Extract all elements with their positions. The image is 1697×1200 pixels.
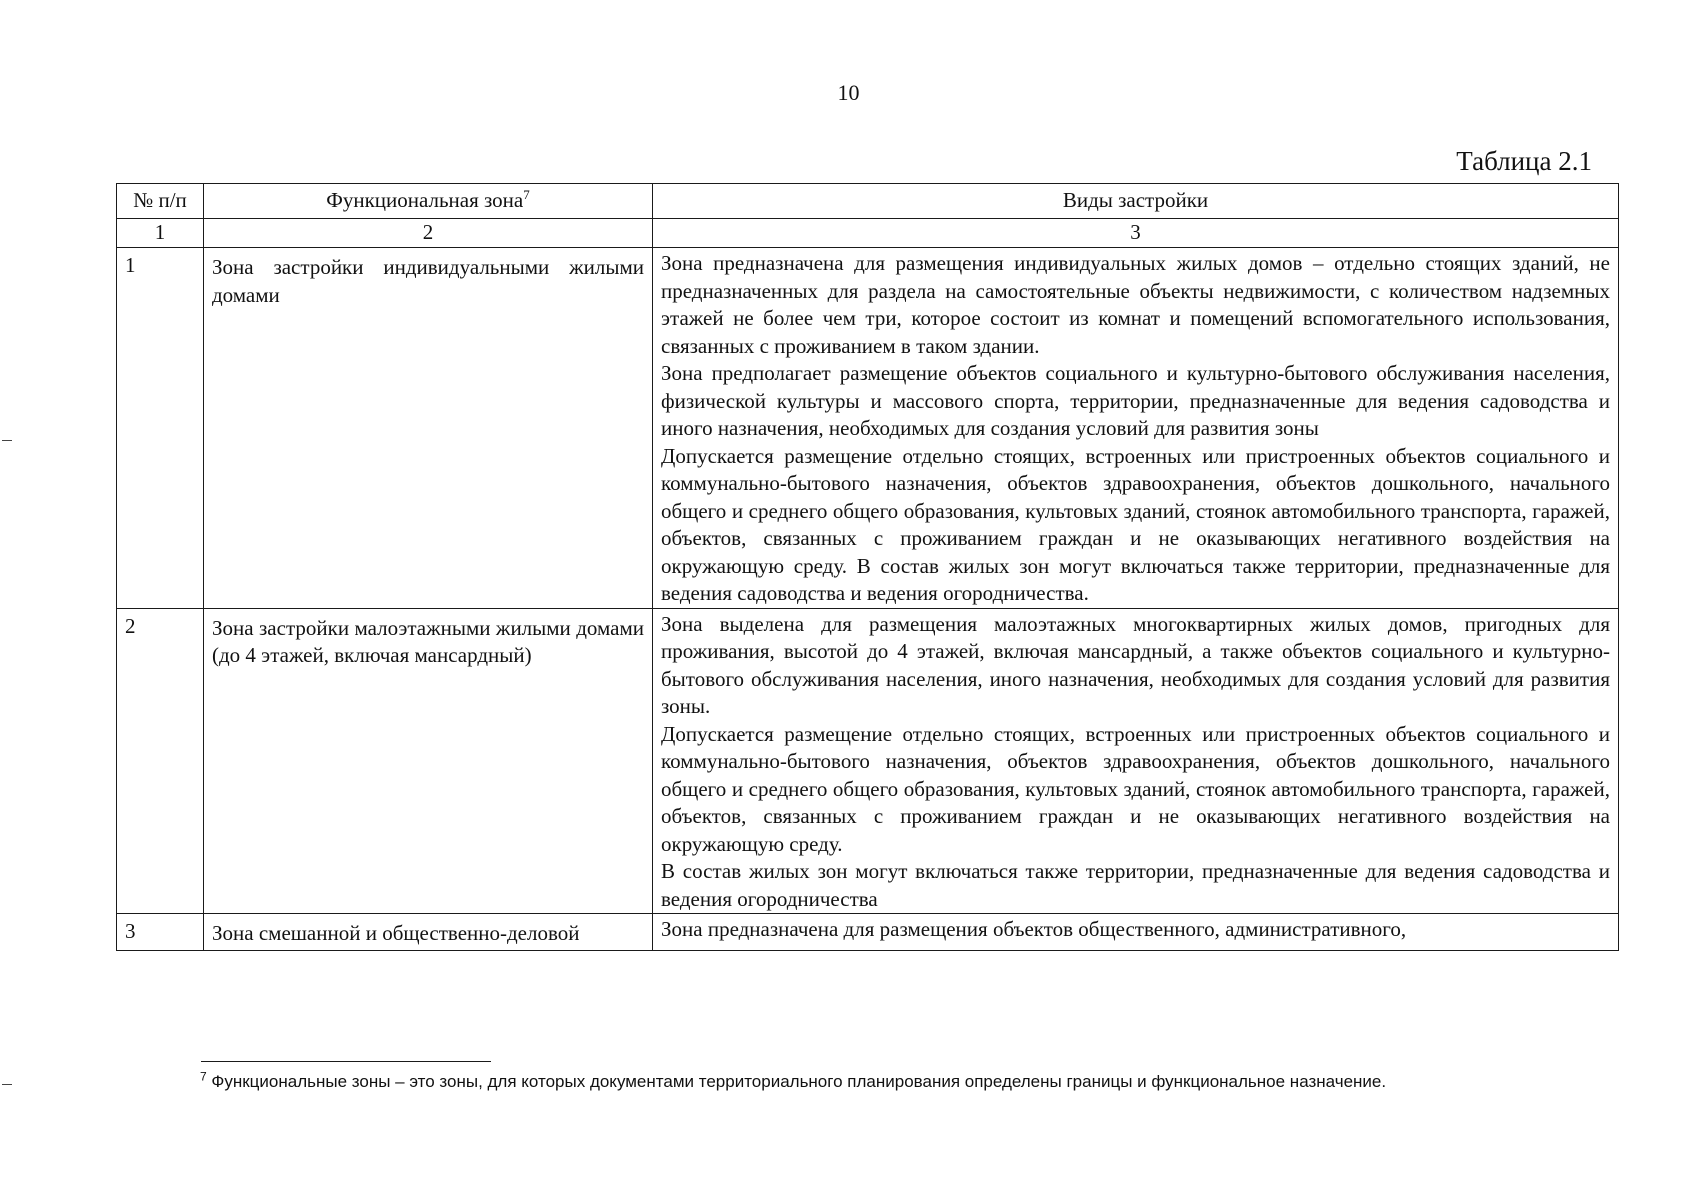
zone-description [653, 608, 1619, 914]
description-paragraph: Зона предполагает размещение объектов социального и культурно-бытового обслуживания населения, физической культуры и массового спорта, территории, предназначенные для ведения садоводства и иного назначения, необходимых для создания условий для развития зоны [661, 361, 1610, 440]
footnote-separator [201, 1061, 491, 1062]
page-number: 10 [837, 80, 860, 105]
footnote-ref: 7 [523, 187, 530, 203]
header-types: Виды застройки [653, 184, 1619, 219]
row-number: 2 [117, 608, 204, 914]
column-number: 1 [117, 219, 204, 248]
margin-mark [2, 1084, 12, 1085]
header-zone-label: Функциональная зона [326, 188, 524, 213]
zone-description [653, 914, 1619, 951]
row-number: 1 [117, 248, 204, 609]
zone-name: Зона застройки малоэтажными жилыми домами (до 4 этажей, включая мансардный) [204, 608, 653, 914]
footnote [200, 1069, 1387, 1092]
table-caption: Таблица 2.1 [1456, 146, 1592, 176]
zone-name: Зона застройки индивидуальными жилыми домами [204, 248, 653, 609]
description-paragraph: Зона выделена для размещения малоэтажных многоквартирных жилых домов, пригодных для проживания, высотой до 4 этажей, включая мансардный, а также объектов социального и культурно-бытового обслуживания населения, иного назначения, необходимых для создания условий для развития зоны. [661, 611, 1610, 718]
description-paragraph: Зона предназначена для размещения объектов общественного, административного, [661, 917, 1407, 941]
description-paragraph: Зона предназначена для размещения индивидуальных жилых домов – отдельно стоящих зданий, не предназначенных для раздела на самостоятельные объекты недвижимости, с количеством надземных этажей не более чем три, которое состоит из комнат и помещений вспомогательного использования, связанных с проживанием в таком здании. [661, 251, 1610, 358]
header-num: № п/п [117, 184, 204, 219]
table-row [117, 608, 1619, 914]
footnote-marker: 7 [200, 1069, 207, 1084]
margin-mark [2, 440, 12, 441]
column-number: 2 [204, 219, 653, 248]
column-number: 3 [653, 219, 1619, 248]
description-paragraph: Допускается размещение отдельно стоящих, встроенных или пристроенных объектов социального и коммунально-бытового назначения, объектов здравоохранения, объектов дошкольного, начального общего и среднего общего образования, культовых зданий, стоянок автомобильного транспорта, гаражей, объектов, связанных с проживанием граждан и не оказывающих негативного воздействия на окружающую среду. [661, 721, 1610, 856]
header-row [117, 184, 1619, 219]
row-number: 3 [117, 914, 204, 951]
table-row [117, 914, 1619, 951]
zone-description [653, 248, 1619, 609]
description-paragraph: В состав жилых зон могут включаться также территории, предназначенные для ведения садоводства и ведения огородничества [661, 859, 1610, 911]
zones-table [116, 183, 1619, 951]
footnote-text: Функциональные зоны – это зоны, для которых документами территориального планирования определены границы и функциональное назначение. [211, 1072, 1387, 1091]
header-zone [204, 184, 653, 219]
description-paragraph: Допускается размещение отдельно стоящих, встроенных или пристроенных объектов социального и коммунально-бытового назначения, объектов здравоохранения, объектов дошкольного, начального общего и среднего общего образования, культовых зданий, стоянок автомобильного транспорта, гаражей, объектов, связанных с проживанием граждан и не оказывающих негативного воздействия на окружающую среду. В состав жилых зон могут включаться также территории, предназначенные для ведения садоводства и ведения огородничества. [661, 443, 1610, 605]
zone-name: Зона смешанной и общественно-деловой [204, 914, 653, 951]
table-row [117, 248, 1619, 609]
column-number-row [117, 219, 1619, 248]
